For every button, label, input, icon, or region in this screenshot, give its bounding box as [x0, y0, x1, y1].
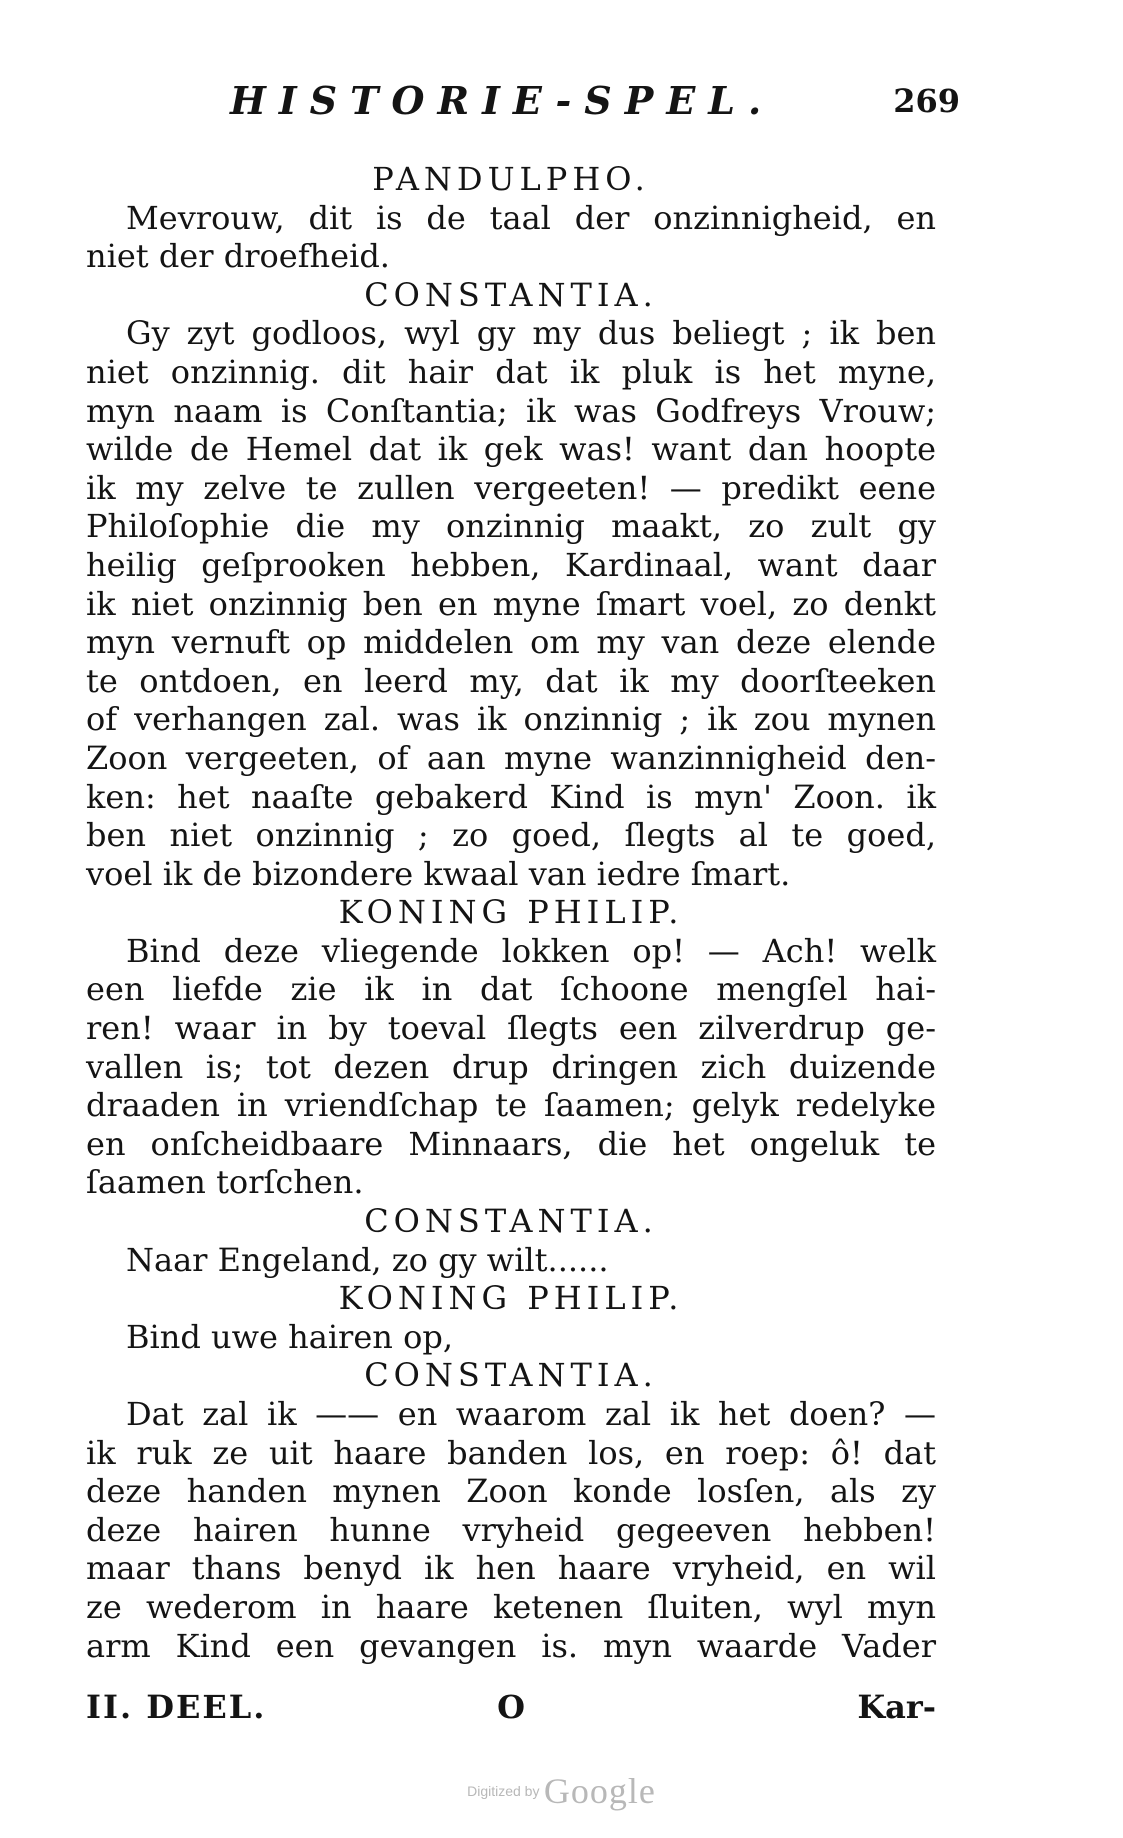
speech-line: myn naam is Conſtantia; ik was Godfreys Vrouw; [86, 391, 936, 430]
speech-last-line: voel ik de bizondere kwaal van iedre ſmart. [86, 854, 791, 893]
speech-first-line: Bind deze vliegende lokken op! — Ach! welk [126, 931, 936, 970]
page-number: 269 [893, 82, 960, 120]
speech-last-line: niet der droefheid. [86, 237, 390, 276]
speech-line: vallen is; tot dezen drup dringen zich duizende [86, 1047, 936, 1086]
speech-line: ze wederom in haare ketenen ſluiten, wyl myn [86, 1587, 936, 1626]
speech-line: wilde de Hemel dat ik gek was! want dan hoopte [86, 430, 936, 469]
signature-mark: II. DEEL. [86, 1688, 267, 1726]
speech-first-line: Dat zal ik —— en waarom zal ik het doen? — [126, 1395, 936, 1433]
page-footer [86, 1688, 936, 1728]
speech-line: ken: het naaſte gebakerd Kind is myn' Zoon. ik [86, 777, 936, 816]
speech-line: ben niet onzinnig ; zo goed, ſlegts al te goed, [86, 816, 936, 855]
speech-line: deze handen mynen Zoon konde losſen, als zy [86, 1472, 936, 1511]
page-header [220, 78, 960, 128]
speech-line: myn vernuft op middelen om my van deze elende [86, 623, 936, 662]
speech-line: ik niet onzinnig ben en myne ſmart voel, zo denkt [86, 584, 936, 623]
speech-line: een liefde zie ik in dat ſchoone mengſel hai- [86, 970, 936, 1009]
speech-line: niet onzinnig. dit hair dat ik pluk is het myne, [86, 352, 936, 391]
speech-line: ik my zelve te zullen vergeeten! — predikt eene [86, 468, 936, 507]
digitization-watermark [0, 1770, 1123, 1812]
speech-line: draaden in vriendſchap te ſaamen; gelyk redelyke [86, 1086, 936, 1125]
speech-line: en onſcheidbaare Minnaars, die het ongeluk te [86, 1124, 936, 1163]
speech-line: Bind uwe hairen op, [126, 1317, 453, 1356]
speech-line: maar thans benyd ik hen haare vryheid, en wil [86, 1549, 936, 1588]
speech-line: of verhangen zal. was ik onzinnig ; ik zou mynen [86, 700, 936, 739]
play-text [86, 160, 936, 1665]
google-logo: Google [543, 1771, 656, 1811]
speaker-name: CONSTANTIA. [364, 275, 658, 314]
speech-line: te ontdoen, en leerd my, dat ik my doorſteeken [86, 661, 936, 700]
speech-line: ik ruk ze uit haare banden los, en roep: ô! dat [86, 1433, 936, 1472]
gathering-mark: O [497, 1688, 525, 1726]
running-title: HISTORIE-SPEL. [230, 78, 775, 123]
catchword: Kar- [857, 1688, 936, 1726]
speaker-name: KONING PHILIP. [338, 1279, 684, 1318]
speech-line: deze hairen hunne vryheid gegeeven hebben! [86, 1510, 936, 1549]
speaker-name: CONSTANTIA. [364, 1202, 658, 1241]
speech-line: Zoon vergeeten, of aan myne wanzinnigheid den- [86, 738, 936, 777]
speaker-name: KONING PHILIP. [338, 893, 684, 932]
speech-first-line: Gy zyt godloos, wyl gy my dus beliegt ; ik ben [126, 314, 936, 353]
speech-line: Naar Engeland, zo gy wilt...... [126, 1240, 609, 1279]
watermark-prefix: Digitized by [467, 1783, 540, 1799]
speech-line: ren! waar in by toeval ſlegts een zilverdrup ge- [86, 1009, 936, 1048]
speech-last-line: ſaamen torſchen. [86, 1163, 364, 1202]
speech-line: arm Kind een gevangen is. myn waarde Vader [86, 1626, 936, 1665]
speech-line: heilig geſprooken hebben, Kardinaal, want daar [86, 545, 936, 584]
speech-line: Philoſophie die my onzinnig maakt, zo zult gy [86, 507, 936, 546]
speaker-name: PANDULPHO. [372, 160, 650, 198]
speaker-name: CONSTANTIA. [364, 1356, 658, 1395]
speech-first-line: Mevrouw, dit is de taal der onzinnigheid, en [126, 198, 936, 237]
